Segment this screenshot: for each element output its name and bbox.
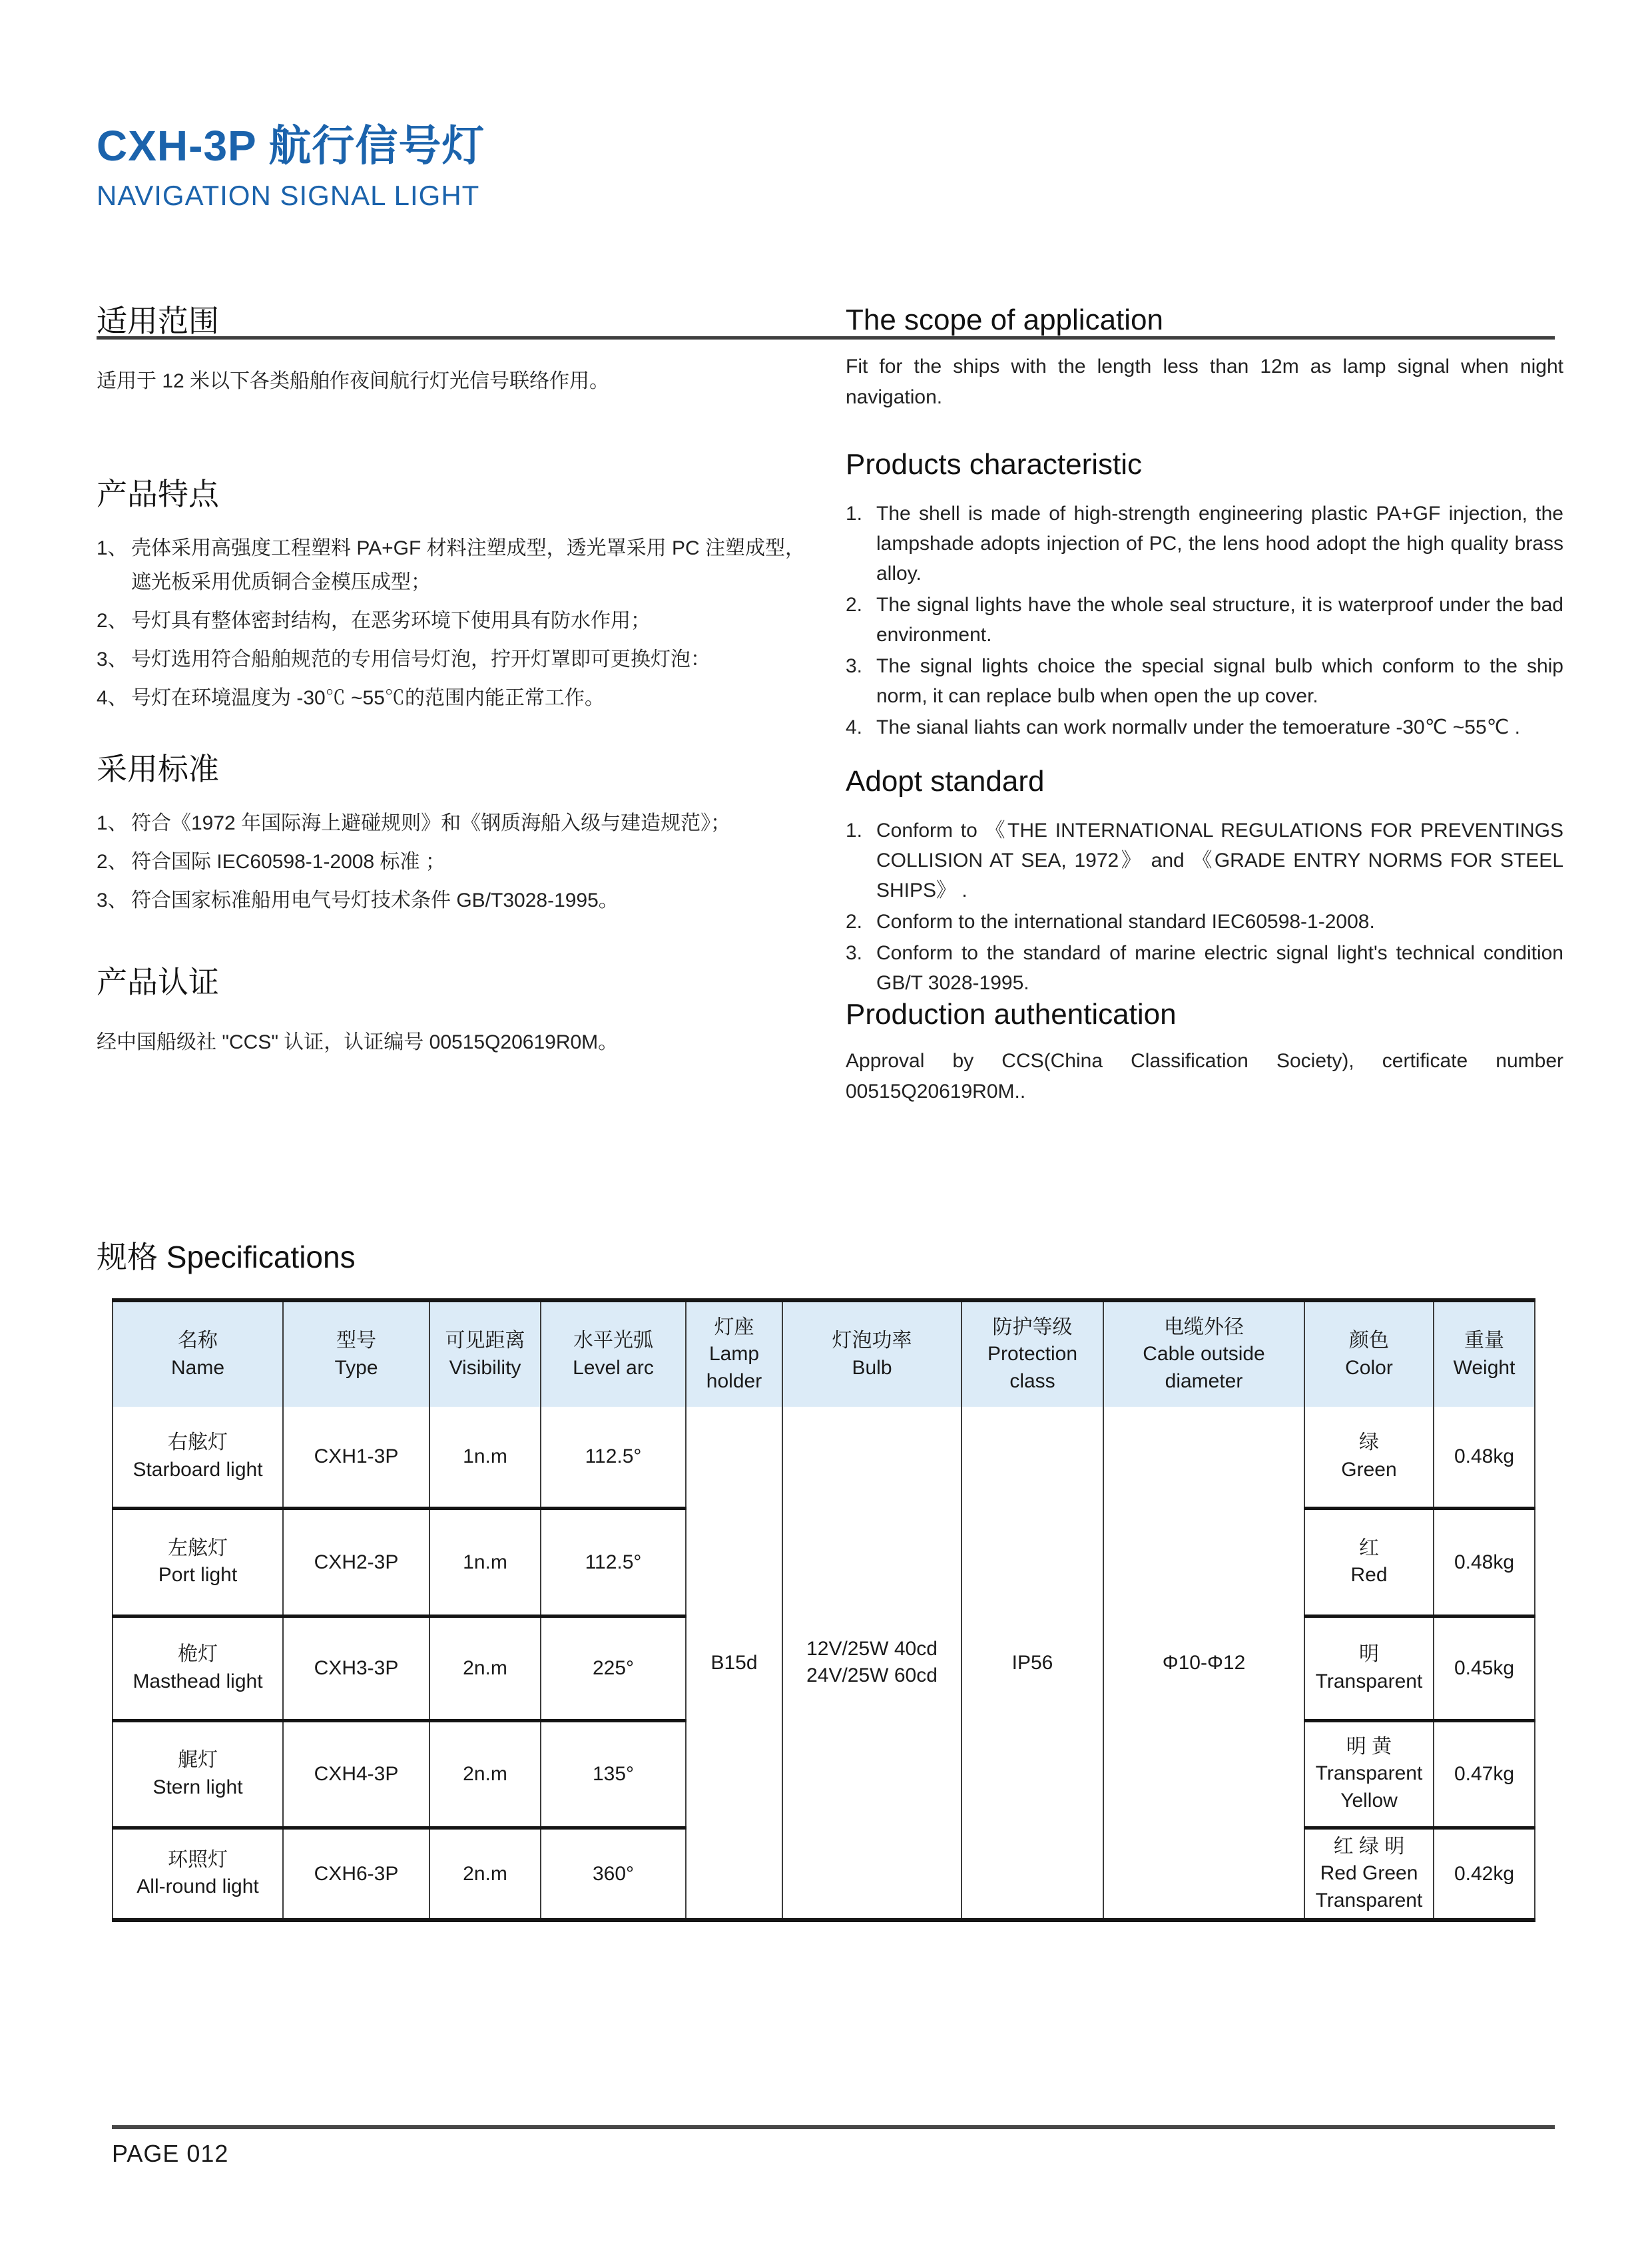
cell-name: [113, 1720, 283, 1828]
name-cn: 桅灯: [178, 1643, 218, 1665]
cell-bulb: [782, 1407, 962, 1920]
cell-arc: 112.5°: [541, 1407, 686, 1508]
page-title: CXH-3P 航行信号灯: [97, 122, 485, 170]
color-cn: 红 绿 明: [1333, 1835, 1405, 1858]
col-header-en: Level arc: [573, 1356, 654, 1379]
item-number: 1.: [846, 502, 863, 525]
color-en: Transparent: [1315, 1670, 1423, 1692]
col-header-type: [283, 1300, 429, 1407]
name-en: Masthead light: [133, 1670, 263, 1692]
list-item: [846, 499, 1563, 589]
cell-type: CXH4-3P: [283, 1720, 429, 1828]
features-en-heading: Products characteristic: [846, 448, 1143, 481]
item-text: Conform to the international standard IEC60598-1-2008.: [876, 910, 1375, 933]
cell-arc: 112.5°: [541, 1508, 686, 1616]
col-header-cable: [1103, 1300, 1304, 1407]
item-number: 2、: [97, 610, 128, 632]
col-header-color: [1304, 1300, 1434, 1407]
item-text: The shell is made of high-strength engineering plastic PA+GF injection, the lampshade adopts injection of PC, the lens hood adopt the high quality brass alloy.: [876, 502, 1563, 585]
list-item: [97, 806, 812, 840]
cell-weight: 0.48kg: [1434, 1407, 1535, 1508]
name-en: Stern light: [152, 1776, 243, 1798]
cell-weight: 0.45kg: [1434, 1616, 1535, 1720]
item-number: 3、: [97, 648, 128, 671]
list-item: [97, 531, 812, 599]
item-text: 号灯具有整体密封结构，在恶劣环境下使用具有防水作用；: [131, 610, 651, 632]
col-header-en: Bulb: [852, 1356, 892, 1379]
cert-en-heading: Production authentication: [846, 998, 1177, 1031]
section-features-en: [846, 447, 1563, 744]
col-header-cn: 水平光弧: [573, 1330, 653, 1352]
item-text: 符合国际 IEC60598-1-2008 标准 ；: [131, 851, 445, 873]
col-header-cn: 名称: [178, 1330, 218, 1352]
name-cn: 左舷灯: [168, 1537, 228, 1559]
list-item: [97, 845, 812, 879]
item-text: The signal lights have the whole seal structure, it is waterproof under the bad environment.: [876, 593, 1563, 646]
col-header-en: Weight: [1453, 1356, 1515, 1379]
list-item: [97, 604, 812, 638]
col-header-weight: [1434, 1300, 1535, 1407]
color-en: Red: [1350, 1564, 1388, 1586]
list-item: [97, 681, 812, 715]
features-cn-list: [97, 531, 812, 715]
item-text: Conform to the standard of marine electric signal light's technical condition GB/T 3028-1995.: [876, 941, 1563, 994]
cell-visibility: 1n.m: [429, 1508, 541, 1616]
item-number: 2、: [97, 851, 128, 873]
cell-color: [1304, 1720, 1434, 1828]
list-item: [846, 712, 1563, 742]
item-number: 3.: [846, 941, 863, 964]
item-text: 号灯选用符合船舶规范的专用信号灯泡，拧开灯罩即可更换灯泡：: [131, 648, 710, 671]
col-header-en: Visibility: [449, 1356, 521, 1379]
cell-visibility: 2n.m: [429, 1720, 541, 1828]
scope-cn-heading: 适用范围: [97, 304, 219, 338]
item-number: 3.: [846, 654, 863, 677]
table-header-row: [113, 1300, 1535, 1407]
col-header-cn: 电缆外径: [1164, 1316, 1244, 1338]
item-text: 符合国家标准船用电气号灯技术条件 GB/T3028-1995。: [131, 889, 619, 912]
item-number: 1、: [97, 537, 128, 560]
list-item: [846, 907, 1563, 937]
cell-arc: 135°: [541, 1720, 686, 1828]
page-number: PAGE 012: [112, 2140, 229, 2167]
color-cn: 红: [1359, 1537, 1379, 1559]
features-en-list: [846, 499, 1563, 742]
item-text: 符合《1972 年国际海上避碰规则》和《钢质海船入级与建造规范》；: [131, 812, 731, 835]
item-text: The signal lights choice the special signal bulb which conform to the ship norm, it can replace bulb when open the up cover.: [876, 654, 1563, 707]
scope-en-heading: The scope of application: [846, 304, 1163, 336]
cell-color: [1304, 1616, 1434, 1720]
cell-name: [113, 1508, 283, 1616]
section-scope-cn: [97, 303, 812, 397]
col-header-cn: 型号: [336, 1330, 376, 1352]
page-subtitle: NAVIGATION SIGNAL LIGHT: [97, 180, 480, 211]
section-cert-en: [846, 997, 1563, 1107]
list-item: [846, 938, 1563, 998]
col-header-en: Type: [334, 1356, 378, 1379]
section-cert-cn: [97, 964, 812, 1059]
cell-type: CXH6-3P: [283, 1828, 429, 1920]
cell-type: CXH1-3P: [283, 1407, 429, 1508]
cell-weight: 0.48kg: [1434, 1508, 1535, 1616]
item-number: 4、: [97, 687, 128, 710]
cell-visibility: 1n.m: [429, 1407, 541, 1508]
col-header-cn: 重量: [1464, 1330, 1504, 1352]
specs-table-wrap: [112, 1298, 1535, 1922]
item-text: The sianal liahts can work normallv under the temoerature -30℃ ~55℃ .: [876, 716, 1521, 738]
list-item: [97, 883, 812, 917]
item-number: 1、: [97, 812, 128, 835]
col-header-cn: 灯泡功率: [832, 1330, 912, 1352]
col-header-en: Name: [170, 1356, 225, 1379]
cell-cable: Φ10-Φ12: [1103, 1407, 1304, 1920]
list-item: [846, 651, 1563, 711]
color-en: Red Green Transparent: [1315, 1862, 1423, 1911]
cell-color: [1304, 1828, 1434, 1920]
cell-name: [113, 1616, 283, 1720]
col-header-cn: 防护等级: [992, 1316, 1073, 1338]
item-text: 号灯在环境温度为 -30℃ ~55℃的范围内能正常工作。: [131, 687, 605, 710]
col-header-en: Protection class: [987, 1343, 1078, 1392]
name-cn: 艉灯: [178, 1749, 218, 1771]
cell-protection: IP56: [962, 1407, 1103, 1920]
list-item: [846, 590, 1563, 650]
cell-type: CXH3-3P: [283, 1616, 429, 1720]
name-cn: 右舷灯: [168, 1431, 228, 1454]
color-en: Transparent Yellow: [1315, 1762, 1423, 1812]
col-header-name: [113, 1300, 283, 1407]
table-row: [113, 1407, 1535, 1508]
col-header-cn: 灯座: [714, 1316, 754, 1338]
section-standards-cn: [97, 751, 812, 922]
bulb-line-2: 24V/25W 60cd: [806, 1664, 938, 1686]
item-number: 2.: [846, 910, 863, 933]
color-cn: 明 黄: [1346, 1735, 1392, 1758]
color-cn: 绿: [1359, 1431, 1379, 1454]
name-en: All-round light: [137, 1875, 259, 1898]
cell-name: [113, 1828, 283, 1920]
section-standards-en: [846, 764, 1563, 999]
scope-cn-body: 适用于 12 米以下各类船舶作夜间航行灯光信号联络作用。: [97, 370, 610, 393]
item-number: 3、: [97, 889, 128, 912]
col-header-en: Color: [1345, 1356, 1393, 1379]
specs-table: [112, 1298, 1535, 1922]
cell-type: CXH2-3P: [283, 1508, 429, 1616]
list-item: [846, 816, 1563, 905]
masthead: [97, 112, 1555, 212]
color-en: Green: [1341, 1458, 1397, 1481]
col-header-en: Lamp holder: [706, 1343, 762, 1392]
col-header-protection: [962, 1300, 1103, 1407]
name-en: Port light: [158, 1564, 238, 1586]
scope-en-body: Fit for the ships with the length less than 12m as lamp signal when night navigation.: [846, 355, 1563, 408]
cell-lamp-holder: B15d: [686, 1407, 782, 1920]
item-number: 1.: [846, 819, 863, 842]
cell-color: [1304, 1407, 1434, 1508]
cell-visibility: 2n.m: [429, 1616, 541, 1720]
bulb-line-1: 12V/25W 40cd: [806, 1637, 938, 1660]
col-header-cn: 颜色: [1349, 1330, 1389, 1352]
cert-cn-body: 经中国船级社 "CCS" 认证，认证编号 00515Q20619R0M。: [97, 1031, 619, 1054]
list-item: [97, 642, 812, 676]
section-scope-en: [846, 303, 1563, 413]
footer-divider: [112, 2125, 1555, 2129]
cert-cn-heading: 产品认证: [97, 965, 219, 999]
cell-visibility: 2n.m: [429, 1828, 541, 1920]
name-en: Starboard light: [133, 1458, 263, 1481]
item-text: 壳体采用高强度工程塑料 PA+GF 材料注塑成型，透光罩采用 PC 注塑成型，遮光板采用优质铜合金模压成型；: [131, 537, 805, 594]
cell-color: [1304, 1508, 1434, 1616]
specs-heading: 规格 Specifications: [97, 1240, 356, 1274]
cell-arc: 360°: [541, 1828, 686, 1920]
col-header-lamp-holder: [686, 1300, 782, 1407]
item-number: 2.: [846, 593, 863, 616]
col-header-bulb: [782, 1300, 962, 1407]
col-header-visibility: [429, 1300, 541, 1407]
features-cn-heading: 产品特点: [97, 477, 219, 511]
standards-cn-list: [97, 806, 812, 917]
cell-weight: 0.47kg: [1434, 1720, 1535, 1828]
item-number: 4.: [846, 716, 863, 738]
cell-arc: 225°: [541, 1616, 686, 1720]
cert-en-body: Approval by CCS(China Classification Society), certificate number 00515Q20619R0M..: [846, 1049, 1563, 1103]
col-header-level-arc: [541, 1300, 686, 1407]
item-text: Conform to 《THE INTERNATIONAL REGULATIONS FOR PREVENTINGS COLLISION AT SEA, 1972》 and 《GRADE ENTRY NORMS FOR STEEL SHIPS》 .: [876, 819, 1563, 901]
standards-cn-heading: 采用标准: [97, 752, 219, 786]
standards-en-list: [846, 816, 1563, 998]
section-features-cn: [97, 476, 812, 720]
cell-name: [113, 1407, 283, 1508]
col-header-cn: 可见距离: [445, 1330, 525, 1352]
standards-en-heading: Adopt standard: [846, 765, 1045, 798]
color-cn: 明: [1359, 1643, 1379, 1665]
name-cn: 环照灯: [168, 1848, 228, 1871]
cell-weight: 0.42kg: [1434, 1828, 1535, 1920]
col-header-en: Cable outside diameter: [1143, 1343, 1265, 1392]
